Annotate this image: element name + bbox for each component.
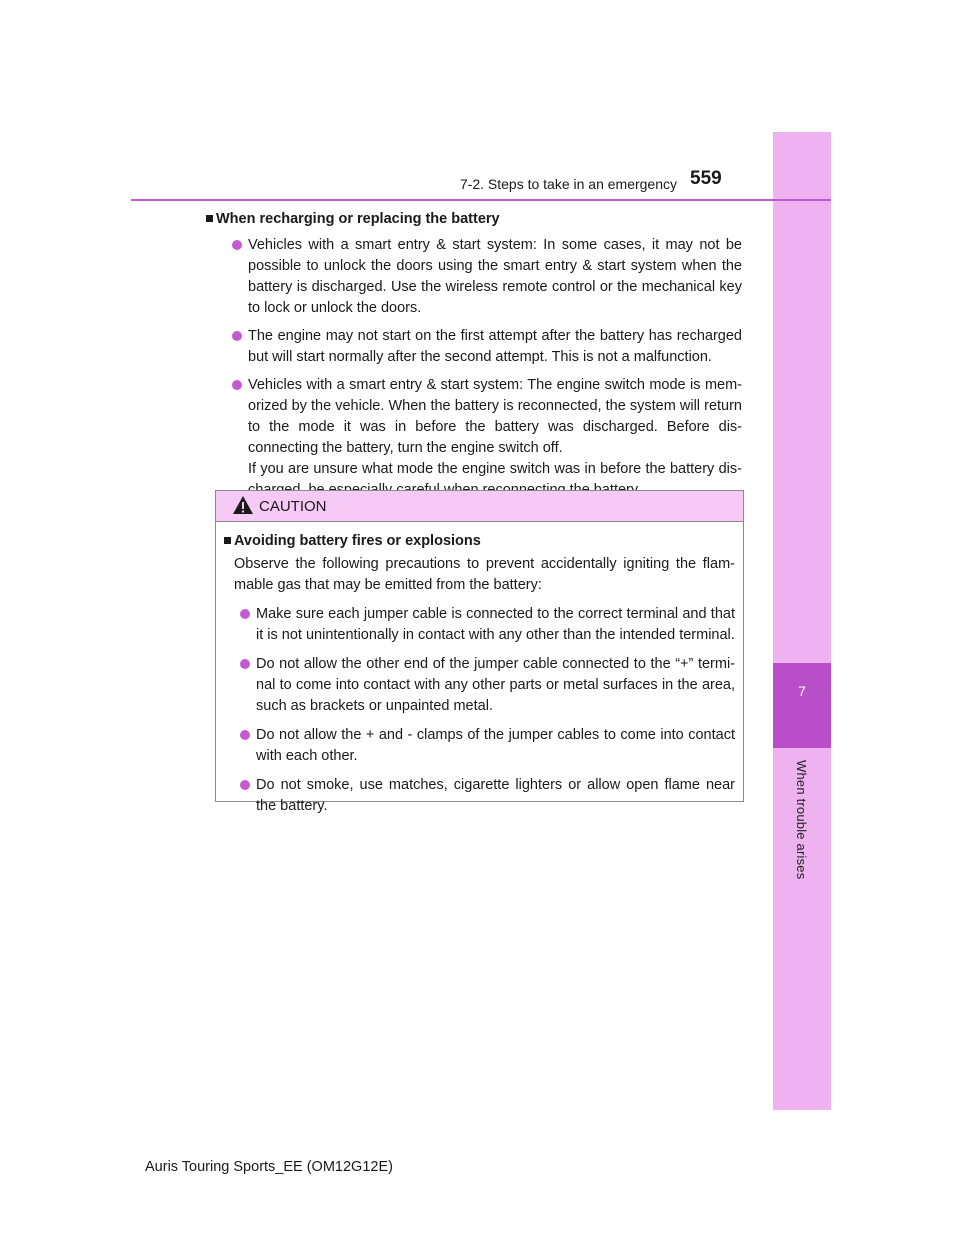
warning-triangle-icon	[232, 495, 254, 515]
list-item-extra-text: If you are unsure what mode the engine switch was in before the battery dis-	[248, 461, 742, 477]
dot-bullet-icon	[240, 730, 250, 740]
dot-bullet-icon	[240, 609, 250, 619]
subsection-heading-text: When recharging or replacing the battery	[216, 211, 500, 227]
list-item-text: Vehicles with a smart entry & start system: The engine switch mode is mem-orized by the vehicle. When the battery is reconnected, the system will return to the mode it was in before the battery was discharged. Before dis-connecting the battery, turn the engine switch off.	[248, 377, 742, 456]
caution-box	[215, 490, 744, 814]
caution-list-item	[240, 604, 735, 646]
list-item	[232, 235, 742, 319]
chapter-number: 7	[798, 683, 806, 699]
dot-bullet-icon	[232, 380, 242, 390]
list-item-text: Vehicles with a smart entry & start system: In some cases, it may not be possible to unlock the doors using the smart entry & start system when the battery is discharged. Use the wireless remote control or the mechanical key to lock or unlock the doors.	[248, 237, 742, 316]
caution-label: CAUTION	[259, 498, 327, 515]
list-item	[232, 326, 742, 368]
caution-list-item-text: Do not allow the + and - clamps of the jumper cables to come into contact with each other.	[256, 727, 735, 764]
dot-bullet-icon	[240, 659, 250, 669]
list-item	[232, 375, 742, 501]
caution-header	[216, 491, 743, 522]
caution-list-item	[240, 725, 735, 767]
dot-bullet-icon	[232, 331, 242, 341]
caution-heading-text: Avoiding battery fires or explosions	[234, 533, 481, 549]
subsection-heading	[206, 209, 742, 230]
page-number: 559	[690, 168, 722, 189]
dot-bullet-icon	[232, 240, 242, 250]
square-bullet-icon	[224, 537, 231, 544]
dot-bullet-icon	[240, 780, 250, 790]
caution-body	[216, 522, 743, 817]
caution-intro: Observe the following precautions to prevent accidentally igniting the flam-mable gas that may be emitted from the battery:	[234, 556, 735, 593]
side-tab	[773, 132, 831, 1110]
list-item-text: The engine may not start on the first attempt after the battery has recharged but will start normally after the second attempt. This is not a malfunction.	[248, 328, 742, 365]
caution-heading	[224, 531, 735, 552]
header-divider	[131, 199, 831, 201]
caution-list-item-text: Do not allow the other end of the jumper cable connected to the “+” termi-nal to come into contact with any other parts or metal surfaces in the area, such as brackets or unpainted metal.	[256, 656, 735, 714]
main-content	[216, 206, 742, 508]
chapter-title: When trouble arises	[794, 760, 809, 880]
square-bullet-icon	[206, 215, 213, 222]
chapter-tab-highlight	[773, 663, 831, 748]
section-title: 7-2. Steps to take in an emergency	[459, 176, 677, 192]
caution-list-item-text: Do not smoke, use matches, cigarette lighters or allow open flame near the battery.	[256, 777, 735, 814]
caution-list-item	[240, 654, 735, 717]
footer-text: Auris Touring Sports_EE (OM12G12E)	[145, 1159, 393, 1175]
caution-list-item	[240, 775, 735, 817]
caution-list-item-text: Make sure each jumper cable is connected to the correct terminal and that it is not unintentionally in contact with any other than the intended terminal.	[256, 606, 735, 643]
